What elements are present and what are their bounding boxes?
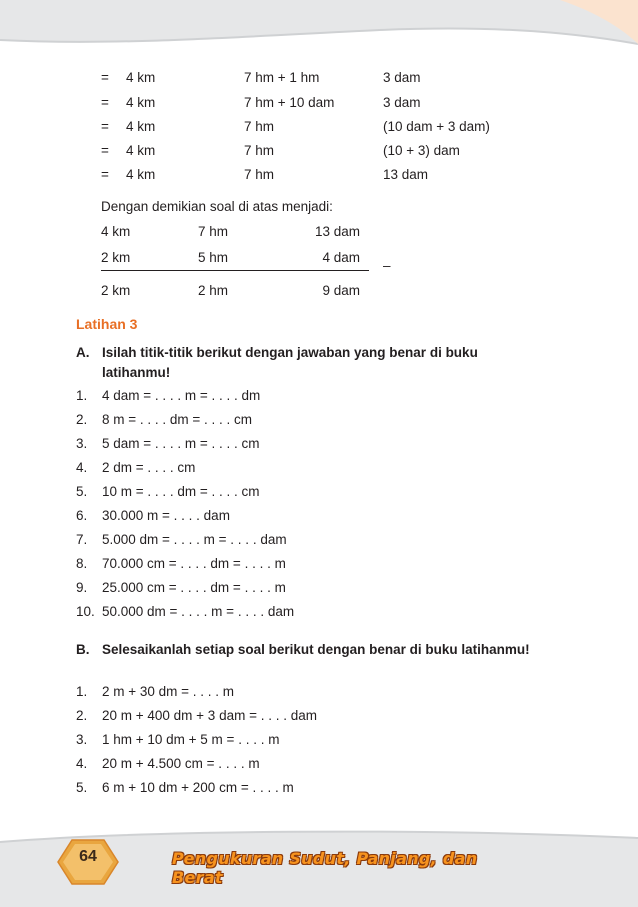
page-number: 64 bbox=[79, 848, 97, 865]
item-number: 1. bbox=[76, 684, 88, 699]
item-number: 3. bbox=[76, 436, 88, 451]
part-b-instruction bbox=[76, 640, 546, 680]
km-value: 4 km bbox=[126, 167, 156, 182]
km-value: 4 km bbox=[101, 224, 131, 239]
km-value: 2 km bbox=[101, 250, 131, 265]
item-text: 1 hm + 10 dm + 5 m = . . . . m bbox=[102, 732, 280, 747]
dam-value: 13 dam bbox=[314, 224, 360, 239]
subtraction-line bbox=[101, 270, 369, 271]
calc-row bbox=[0, 167, 638, 183]
hm-value: 7 hm bbox=[198, 224, 229, 239]
hm-value: 2 hm bbox=[198, 283, 229, 298]
km-value: 4 km bbox=[126, 119, 156, 134]
dam-value: 4 dam bbox=[322, 250, 360, 265]
minuend-row bbox=[0, 224, 638, 240]
item-number: 6. bbox=[76, 508, 88, 523]
item-number: 5. bbox=[76, 780, 88, 795]
item-text: 5 dam = . . . . m = . . . . cm bbox=[102, 436, 260, 451]
item-text: 30.000 m = . . . . dam bbox=[102, 508, 230, 523]
part-a-letter: A. bbox=[76, 345, 90, 360]
chapter-title: Pengukuran Sudut, Panjang, dan Berat bbox=[172, 849, 478, 887]
dam-value: 13 dam bbox=[383, 167, 429, 182]
calc-row bbox=[0, 119, 638, 135]
item-text: 4 dam = . . . . m = . . . . dm bbox=[102, 388, 261, 403]
equals-sign: = bbox=[101, 95, 109, 110]
item-number: 3. bbox=[76, 732, 88, 747]
km-value: 4 km bbox=[126, 143, 156, 158]
item-text: 10 m = . . . . dm = . . . . cm bbox=[102, 484, 260, 499]
km-value: 4 km bbox=[126, 95, 156, 110]
hm-value: 7 hm bbox=[244, 143, 275, 158]
equals-sign: = bbox=[101, 167, 109, 182]
part-b-letter: B. bbox=[76, 642, 90, 657]
item-number: 2. bbox=[76, 708, 88, 723]
conclusion-text: Dengan demikian soal di atas menjadi: bbox=[101, 199, 333, 214]
item-number: 1. bbox=[76, 388, 88, 403]
hm-value: 7 hm + 1 hm bbox=[244, 70, 320, 85]
dam-value: (10 + 3) dam bbox=[383, 143, 460, 158]
calc-row bbox=[0, 70, 638, 86]
part-a-text: Isilah titik-titik berikut dengan jawaban yang benar di buku latihanmu! bbox=[102, 345, 478, 380]
dam-value: 3 dam bbox=[383, 95, 421, 110]
item-text: 20 m + 4.500 cm = . . . . m bbox=[102, 756, 260, 771]
top-decorative-band bbox=[0, 0, 638, 56]
subtrahend-row bbox=[0, 250, 638, 273]
minus-operator: – bbox=[383, 258, 391, 273]
item-text: 2 m + 30 dm = . . . . m bbox=[102, 684, 235, 699]
exercise-title: Latihan 3 bbox=[76, 316, 138, 332]
equals-sign: = bbox=[101, 119, 109, 134]
part-a-instruction bbox=[76, 343, 546, 383]
item-text: 6 m + 10 dm + 200 cm = . . . . m bbox=[102, 780, 294, 795]
item-text: 20 m + 400 dm + 3 dam = . . . . dam bbox=[102, 708, 317, 723]
item-number: 2. bbox=[76, 412, 88, 427]
item-number: 9. bbox=[76, 580, 88, 595]
part-b-text: Selesaikanlah setiap soal berikut dengan benar di buku latihanmu! bbox=[102, 642, 530, 657]
difference-row bbox=[0, 283, 638, 299]
item-text: 70.000 cm = . . . . dm = . . . . m bbox=[102, 556, 286, 571]
hm-value: 7 hm bbox=[244, 119, 275, 134]
hm-value: 7 hm bbox=[244, 167, 275, 182]
item-number: 10. bbox=[76, 604, 95, 619]
calc-row bbox=[0, 95, 638, 111]
item-number: 8. bbox=[76, 556, 88, 571]
item-text: 5.000 dm = . . . . m = . . . . dam bbox=[102, 532, 287, 547]
km-value: 4 km bbox=[126, 70, 156, 85]
item-number: 5. bbox=[76, 484, 88, 499]
item-number: 4. bbox=[76, 756, 88, 771]
item-number: 7. bbox=[76, 532, 88, 547]
item-text: 25.000 cm = . . . . dm = . . . . m bbox=[102, 580, 286, 595]
km-value: 2 km bbox=[101, 283, 131, 298]
item-text: 8 m = . . . . dm = . . . . cm bbox=[102, 412, 253, 427]
equals-sign: = bbox=[101, 70, 109, 85]
item-text: 50.000 dm = . . . . m = . . . . dam bbox=[102, 604, 295, 619]
item-text: 2 dm = . . . . cm bbox=[102, 460, 196, 475]
hm-value: 5 hm bbox=[198, 250, 229, 265]
dam-value: 3 dam bbox=[383, 70, 421, 85]
calc-row bbox=[0, 143, 638, 159]
hm-value: 7 hm + 10 dam bbox=[244, 95, 335, 110]
dam-value: 9 dam bbox=[322, 283, 360, 298]
equals-sign: = bbox=[101, 143, 109, 158]
dam-value: (10 dam + 3 dam) bbox=[383, 119, 490, 134]
item-number: 4. bbox=[76, 460, 88, 475]
